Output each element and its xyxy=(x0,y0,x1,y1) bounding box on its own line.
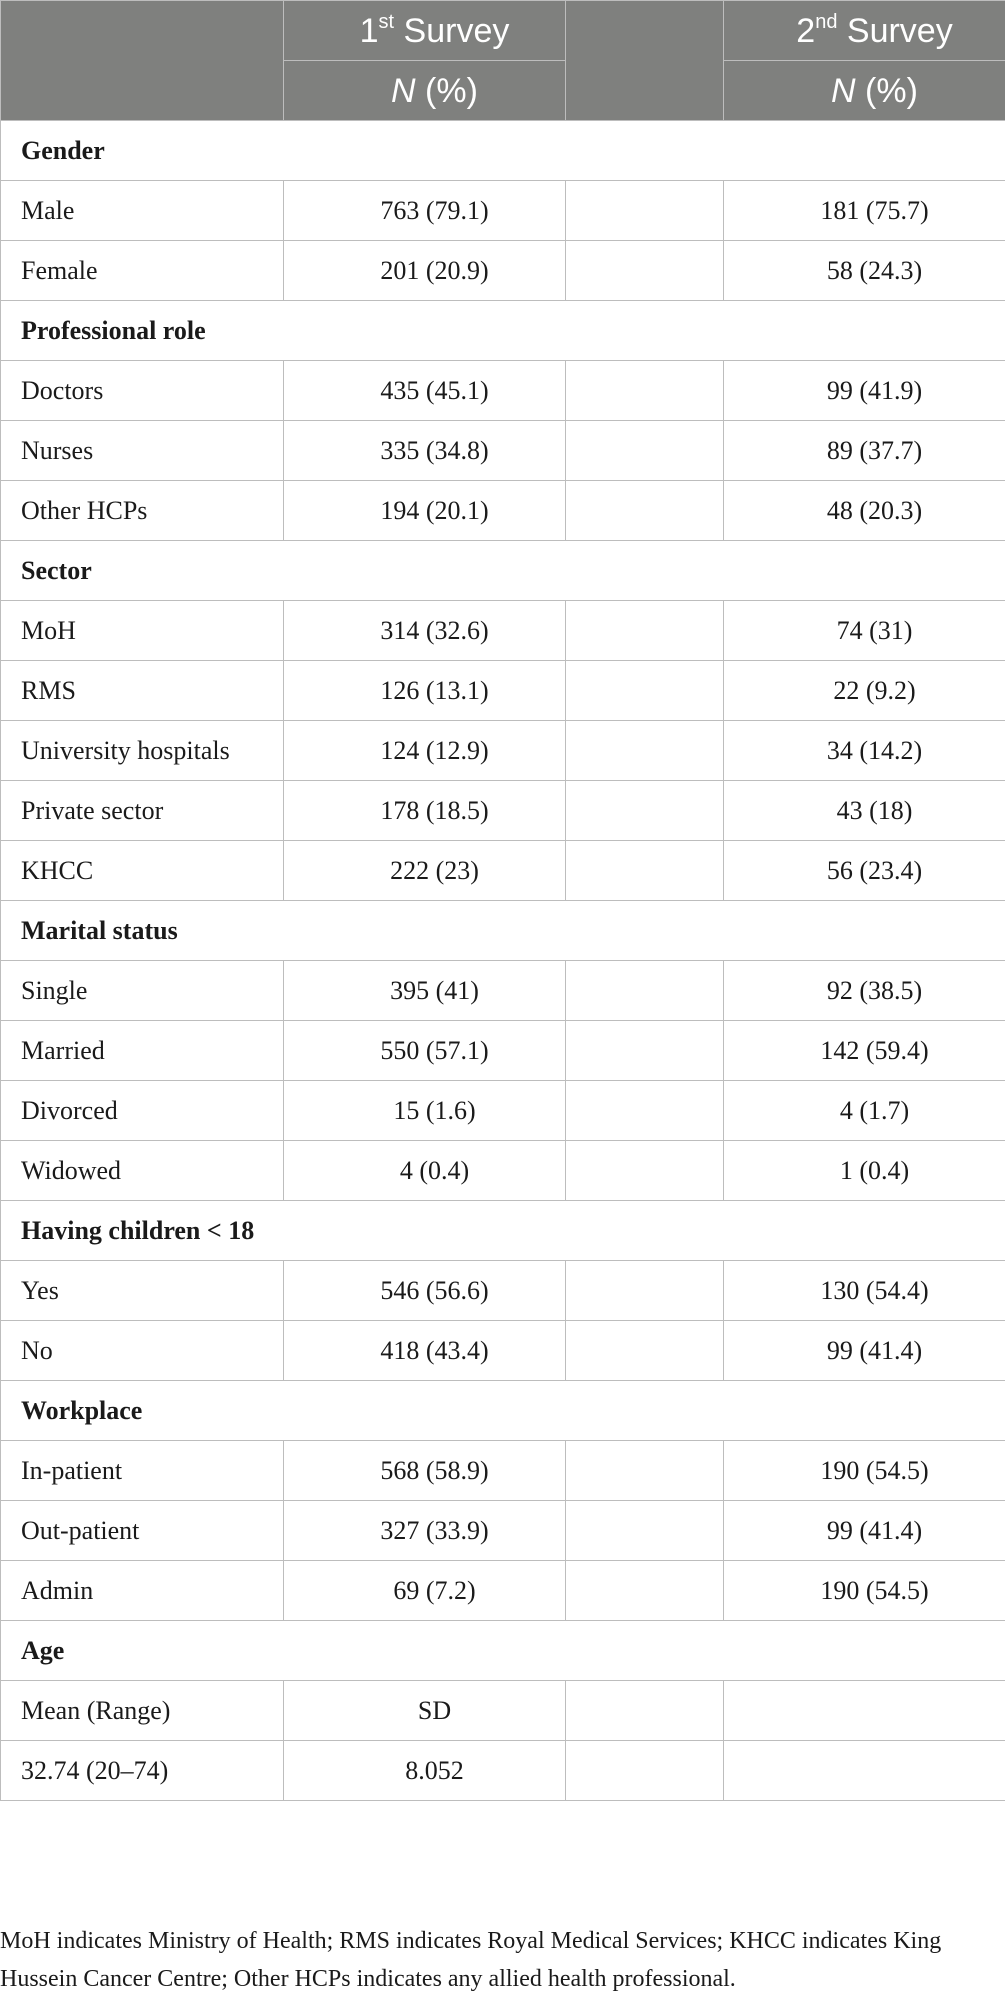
row-label: MoH xyxy=(1,601,284,661)
survey1-value: 550 (57.1) xyxy=(284,1021,566,1081)
spacer-cell xyxy=(566,421,724,481)
survey1-value: 763 (79.1) xyxy=(284,181,566,241)
table-row xyxy=(1,1561,1005,1621)
row-label: University hospitals xyxy=(1,721,284,781)
row-label: Divorced xyxy=(1,1081,284,1141)
row-label: Doctors xyxy=(1,361,284,421)
survey2-value: 92 (38.5) xyxy=(724,961,1005,1021)
header-empty-label xyxy=(1,1,284,121)
survey2-value: 89 (37.7) xyxy=(724,421,1005,481)
table-row xyxy=(1,421,1005,481)
spacer-cell xyxy=(566,1681,724,1741)
spacer-cell xyxy=(566,1141,724,1201)
survey1-value: 435 (45.1) xyxy=(284,361,566,421)
row-label: Yes xyxy=(1,1261,284,1321)
row-label: Single xyxy=(1,961,284,1021)
survey1-value: 8.052 xyxy=(284,1741,566,1801)
section-title: Sector xyxy=(1,541,1005,601)
survey2-value: 130 (54.4) xyxy=(724,1261,1005,1321)
table-row xyxy=(1,241,1005,301)
survey2-value: 190 (54.5) xyxy=(724,1441,1005,1501)
spacer-cell xyxy=(566,781,724,841)
section-title: Gender xyxy=(1,121,1005,181)
survey1-value: 178 (18.5) xyxy=(284,781,566,841)
table-row xyxy=(1,961,1005,1021)
survey2-value: 58 (24.3) xyxy=(724,241,1005,301)
section-row xyxy=(1,121,1005,181)
survey2-value: 1 (0.4) xyxy=(724,1141,1005,1201)
spacer-cell xyxy=(566,361,724,421)
survey2-value: 99 (41.4) xyxy=(724,1321,1005,1381)
header-empty-spacer xyxy=(566,1,724,121)
section-row xyxy=(1,1381,1005,1441)
spacer-cell xyxy=(566,1321,724,1381)
table-row xyxy=(1,601,1005,661)
table-row xyxy=(1,1321,1005,1381)
spacer-cell xyxy=(566,1441,724,1501)
spacer-cell xyxy=(566,961,724,1021)
section-title: Marital status xyxy=(1,901,1005,961)
survey2-value: 56 (23.4) xyxy=(724,841,1005,901)
section-title: Workplace xyxy=(1,1381,1005,1441)
table-row xyxy=(1,1681,1005,1741)
row-label: Admin xyxy=(1,1561,284,1621)
header-survey-1: 1st Survey xyxy=(284,1,566,61)
table-row xyxy=(1,181,1005,241)
survey2-value: 4 (1.7) xyxy=(724,1081,1005,1141)
section-title: Having children < 18 xyxy=(1,1201,1005,1261)
table-row xyxy=(1,721,1005,781)
section-title: Professional role xyxy=(1,301,1005,361)
row-label: RMS xyxy=(1,661,284,721)
spacer-cell xyxy=(566,1561,724,1621)
survey1-value: 126 (13.1) xyxy=(284,661,566,721)
survey1-value: 69 (7.2) xyxy=(284,1561,566,1621)
table-row xyxy=(1,481,1005,541)
survey1-value: 124 (12.9) xyxy=(284,721,566,781)
spacer-cell xyxy=(566,481,724,541)
table-row xyxy=(1,1261,1005,1321)
survey1-value: 15 (1.6) xyxy=(284,1081,566,1141)
spacer-cell xyxy=(566,1021,724,1081)
row-label: Private sector xyxy=(1,781,284,841)
row-label: Out-patient xyxy=(1,1501,284,1561)
section-title: Age xyxy=(1,1621,1005,1681)
survey1-value: 335 (34.8) xyxy=(284,421,566,481)
survey2-value: 22 (9.2) xyxy=(724,661,1005,721)
survey1-value: 418 (43.4) xyxy=(284,1321,566,1381)
spacer-cell xyxy=(566,1081,724,1141)
table-row xyxy=(1,1501,1005,1561)
table-row xyxy=(1,1441,1005,1501)
spacer-cell xyxy=(566,181,724,241)
survey2-value: 142 (59.4) xyxy=(724,1021,1005,1081)
row-label: Nurses xyxy=(1,421,284,481)
row-label: Married xyxy=(1,1021,284,1081)
survey1-value: 201 (20.9) xyxy=(284,241,566,301)
survey2-value: 74 (31) xyxy=(724,601,1005,661)
survey2-value: 48 (20.3) xyxy=(724,481,1005,541)
table-body xyxy=(1,121,1005,1801)
header-n-pct-2: N (%) xyxy=(724,61,1005,121)
spacer-cell xyxy=(566,1261,724,1321)
row-label: Female xyxy=(1,241,284,301)
row-label: In-patient xyxy=(1,1441,284,1501)
header-survey-2: 2nd Survey xyxy=(724,1,1005,61)
row-label: 32.74 (20–74) xyxy=(1,1741,284,1801)
table-row xyxy=(1,1141,1005,1201)
section-row xyxy=(1,901,1005,961)
section-row xyxy=(1,1621,1005,1681)
survey1-value: 568 (58.9) xyxy=(284,1441,566,1501)
survey2-value: 99 (41.9) xyxy=(724,361,1005,421)
spacer-cell xyxy=(566,241,724,301)
row-label: No xyxy=(1,1321,284,1381)
row-label: Male xyxy=(1,181,284,241)
survey2-value xyxy=(724,1741,1005,1801)
survey1-value: 314 (32.6) xyxy=(284,601,566,661)
survey2-value: 99 (41.4) xyxy=(724,1501,1005,1561)
row-label: Widowed xyxy=(1,1141,284,1201)
survey2-value xyxy=(724,1681,1005,1741)
table-header xyxy=(1,1,1005,121)
spacer-cell xyxy=(566,601,724,661)
survey1-value: SD xyxy=(284,1681,566,1741)
table-row xyxy=(1,361,1005,421)
table-footnote: MoH indicates Ministry of Health; RMS indicates Royal Medical Services; KHCC indicates King Hussein Cancer Centre; Other HCPs indicates any allied health professional. xyxy=(0,1928,942,1992)
section-row xyxy=(1,301,1005,361)
survey1-value: 4 (0.4) xyxy=(284,1141,566,1201)
spacer-cell xyxy=(566,721,724,781)
spacer-cell xyxy=(566,1501,724,1561)
survey1-value: 327 (33.9) xyxy=(284,1501,566,1561)
survey1-value: 222 (23) xyxy=(284,841,566,901)
section-row xyxy=(1,1201,1005,1261)
survey2-value: 190 (54.5) xyxy=(724,1561,1005,1621)
survey1-value: 546 (56.6) xyxy=(284,1261,566,1321)
table-row xyxy=(1,1081,1005,1141)
spacer-cell xyxy=(566,661,724,721)
spacer-cell xyxy=(566,1741,724,1801)
table-row xyxy=(1,781,1005,841)
row-label: Other HCPs xyxy=(1,481,284,541)
table-row xyxy=(1,841,1005,901)
survey2-value: 43 (18) xyxy=(724,781,1005,841)
row-label: Mean (Range) xyxy=(1,1681,284,1741)
spacer-cell xyxy=(566,841,724,901)
survey1-value: 194 (20.1) xyxy=(284,481,566,541)
survey2-value: 181 (75.7) xyxy=(724,181,1005,241)
survey2-value: 34 (14.2) xyxy=(724,721,1005,781)
section-row xyxy=(1,541,1005,601)
survey1-value: 395 (41) xyxy=(284,961,566,1021)
row-label: KHCC xyxy=(1,841,284,901)
header-row-survey xyxy=(1,1,1005,61)
table-row xyxy=(1,1741,1005,1801)
table-row xyxy=(1,1021,1005,1081)
table-row xyxy=(1,661,1005,721)
header-n-pct-1: N (%) xyxy=(284,61,566,121)
